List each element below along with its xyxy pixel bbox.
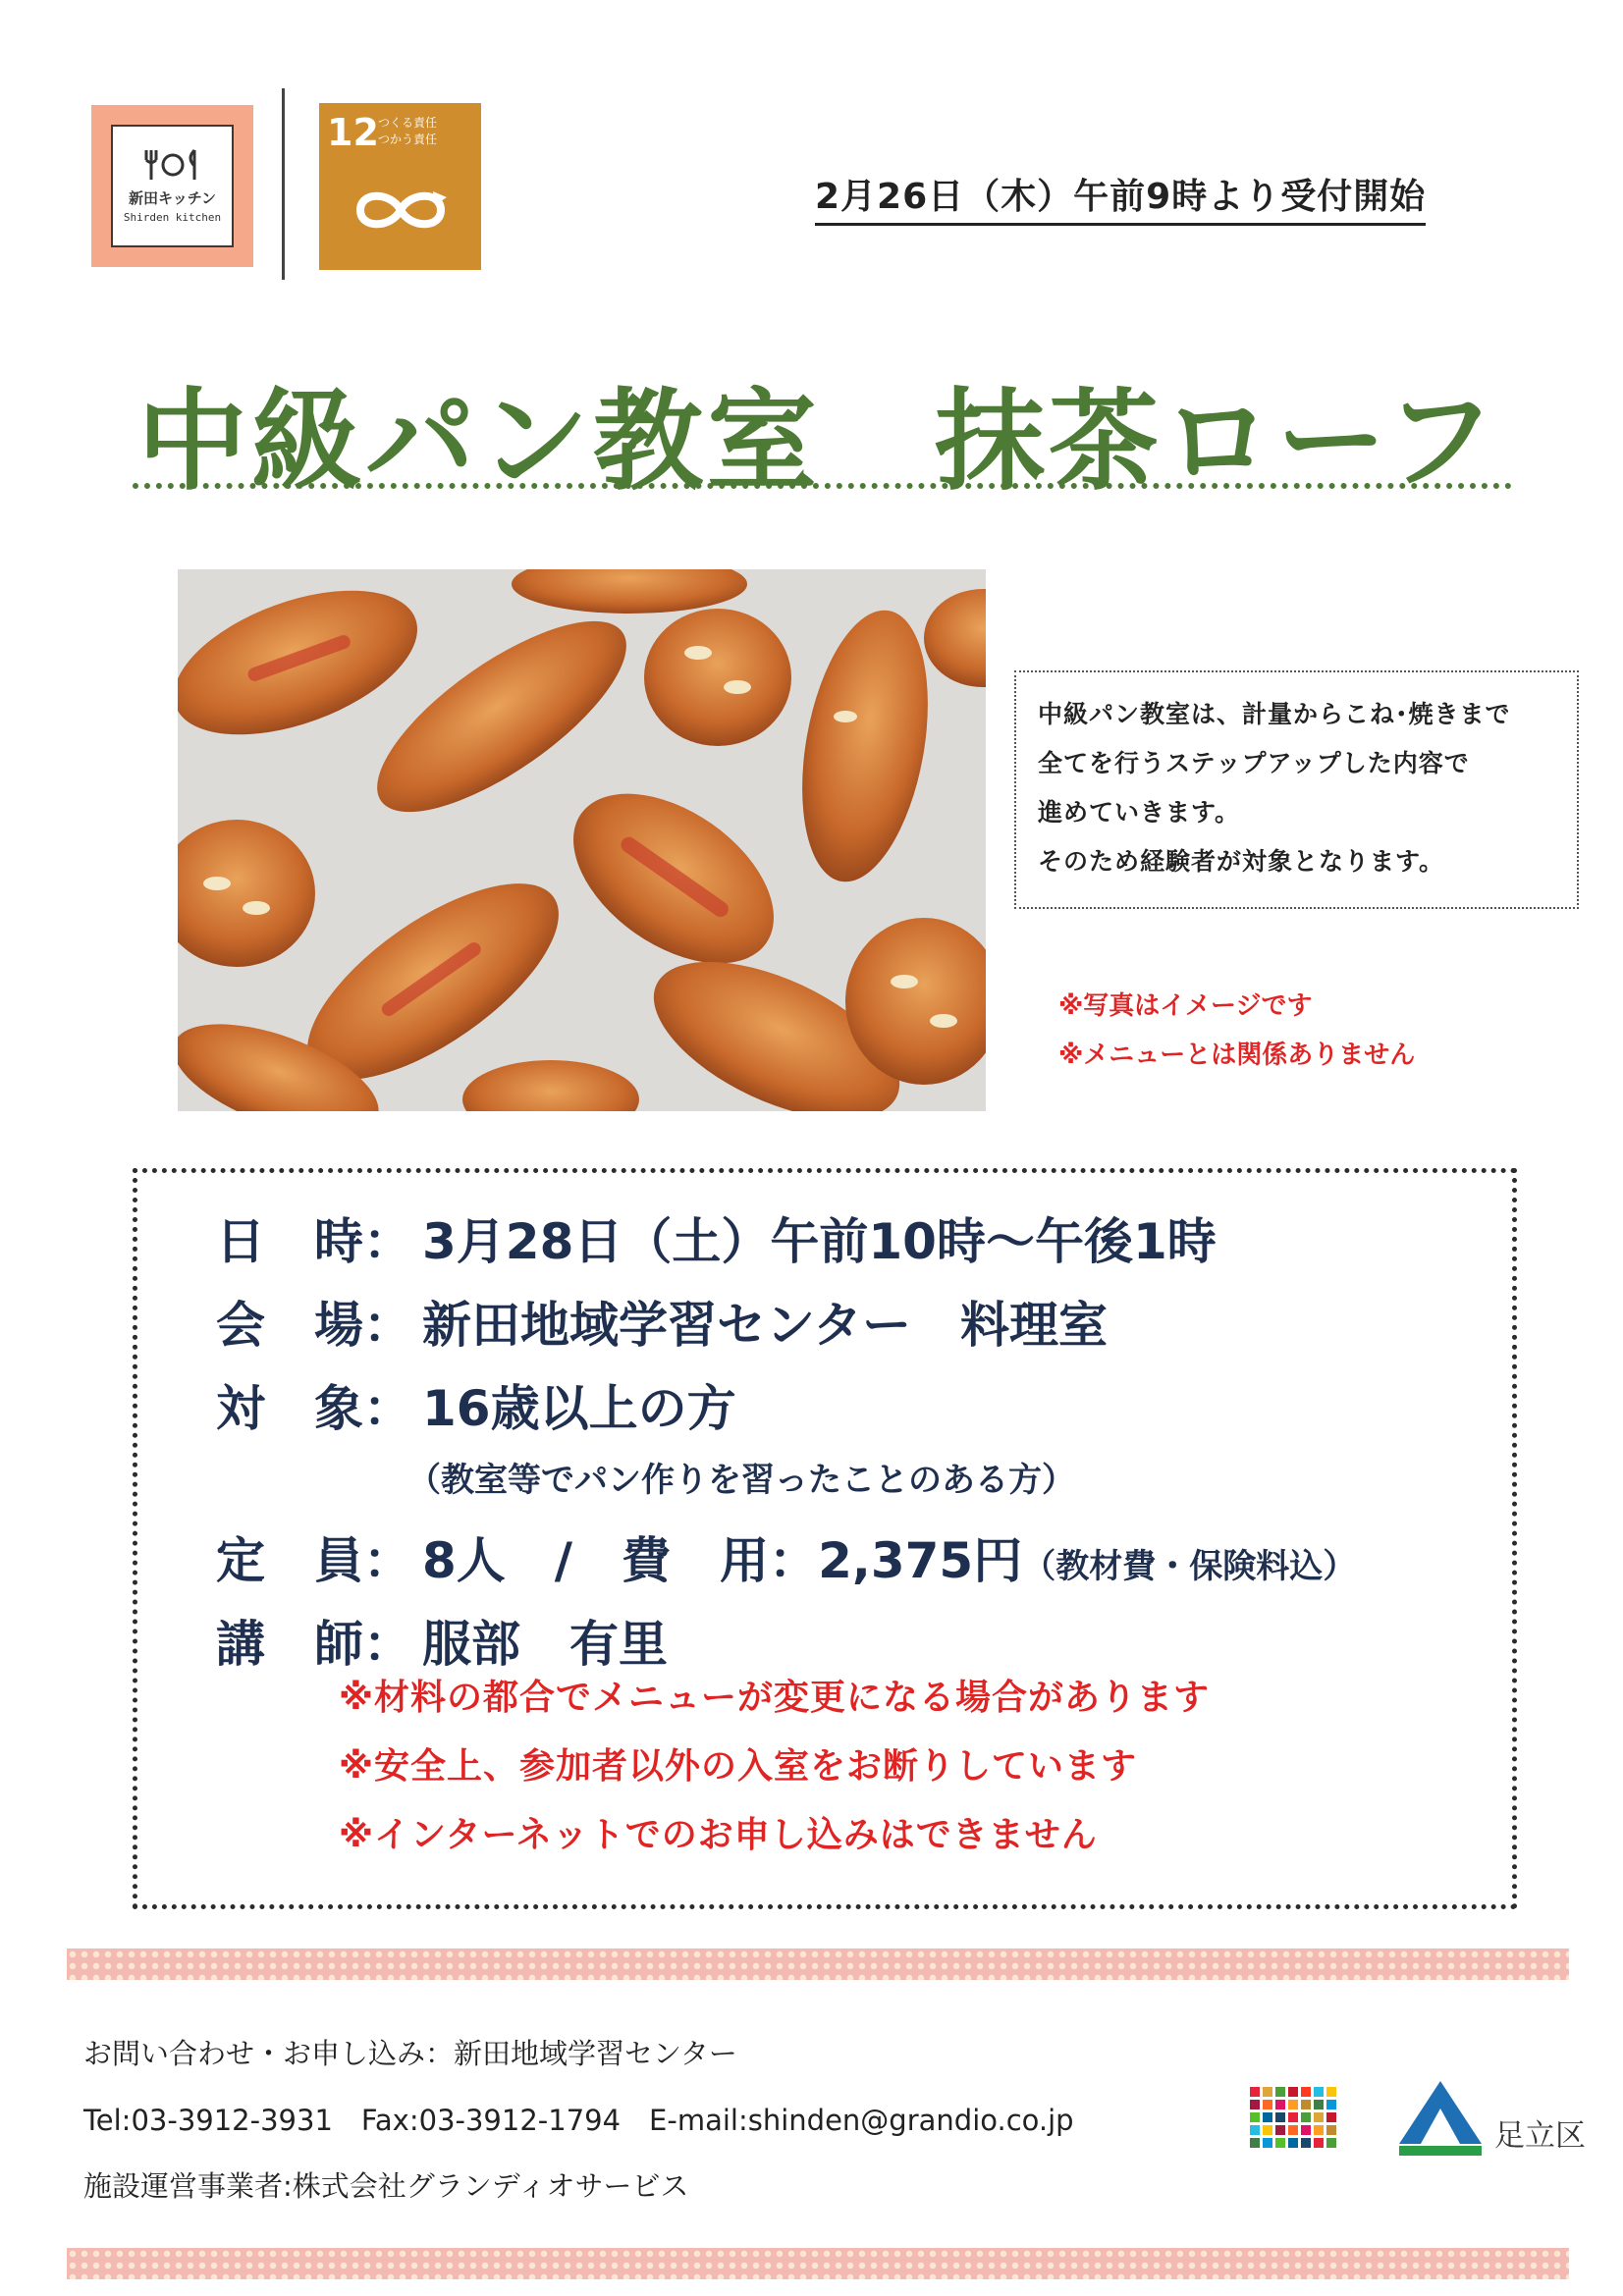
caution-notes xyxy=(339,1664,1210,1870)
sdg-number: 12 xyxy=(327,111,379,154)
sdg-label xyxy=(378,115,437,148)
adachi-ward-mark-icon xyxy=(1399,2079,1483,2158)
instructor-label: 講 師： xyxy=(216,1616,412,1673)
adachi-ward-name: 足立区 xyxy=(1494,2118,1586,2154)
datetime-row xyxy=(216,1202,1217,1273)
capacity-fee-row xyxy=(216,1522,1356,1592)
caution-note: ※安全上、参加者以外の入室をお断りしています xyxy=(339,1746,1137,1787)
header-divider xyxy=(282,88,285,280)
photo-note-line: ※写真はイメージです xyxy=(1058,991,1313,1021)
fee-value: 2,375円 xyxy=(818,1532,1023,1589)
decorative-band-bottom xyxy=(67,2248,1569,2279)
tel-fax-email-line: Tel:03-3912-3931 Fax:03-3912-1794 E-mail:shinden@grandio.co.jp xyxy=(83,2104,1074,2137)
photo-disclaimer xyxy=(1058,982,1415,1080)
venue-row xyxy=(216,1286,1108,1357)
sdg-12-logo xyxy=(319,103,481,270)
target-condition: （教室等でパン作りを習ったことのある方） xyxy=(407,1461,1075,1500)
class-description-box xyxy=(1014,670,1579,909)
title-underline xyxy=(133,483,1512,489)
bread-photo xyxy=(178,569,986,1111)
kitchen-logo-ja: 新田キッチン xyxy=(129,189,216,207)
description-line: 中級パン教室は、計量からこね･焼きまで xyxy=(1038,700,1511,728)
logo-inner xyxy=(111,125,234,247)
datetime-value: 3月28日（土）午前10時～午後1時 xyxy=(422,1213,1217,1270)
kitchen-logo-en: Shirden kitchen xyxy=(123,211,222,224)
datetime-label: 日 時： xyxy=(216,1213,412,1270)
color-grid-icon xyxy=(1250,2087,1340,2158)
sdg-label-line2: つかう責任 xyxy=(378,133,438,146)
description-line: そのため経験者が対象となります。 xyxy=(1038,847,1445,876)
fee-label: 費 用： xyxy=(622,1532,819,1589)
venue-label: 会 場： xyxy=(216,1297,412,1354)
sdg-label-line1: つくる責任 xyxy=(378,116,438,130)
cutlery-icon xyxy=(143,148,202,182)
photo-note-line: ※メニューとは関係ありません xyxy=(1058,1041,1416,1070)
description-line: 進めていきます。 xyxy=(1038,798,1241,827)
adachi-model-logo xyxy=(1242,2071,1350,2174)
fee-note: （教材費・保険料込） xyxy=(1022,1547,1357,1586)
bread-illustration xyxy=(178,569,986,1111)
shinden-kitchen-logo xyxy=(91,105,253,267)
reception-start-notice: 2月26日（木）午前9時より受付開始 xyxy=(815,169,1426,226)
capacity-value: 8人 / xyxy=(422,1532,622,1589)
venue-value: 新田地域学習センター 料理室 xyxy=(422,1297,1108,1354)
infinity-icon xyxy=(347,184,455,238)
event-details-box xyxy=(133,1168,1517,1909)
caution-note: ※材料の都合でメニューが変更になる場合があります xyxy=(339,1678,1210,1718)
target-value: 16歳以上の方 xyxy=(422,1380,736,1437)
target-label: 対 象： xyxy=(216,1380,412,1437)
decorative-band-top xyxy=(67,1949,1569,1980)
description-line: 全てを行うステップアップした内容で xyxy=(1038,749,1470,777)
target-row xyxy=(216,1369,736,1440)
caution-note: ※インターネットでのお申し込みはできません xyxy=(339,1815,1098,1855)
capacity-label: 定 員： xyxy=(216,1532,412,1589)
page-title: 中級パン教室 抹茶ローフ xyxy=(137,378,1499,506)
contact-line: お問い合わせ・お申し込み：新田地域学習センター xyxy=(83,2037,737,2070)
instructor-value: 服部 有里 xyxy=(422,1616,668,1673)
operator-line: 施設運営事業者:株式会社グランディオサービス xyxy=(83,2169,689,2203)
